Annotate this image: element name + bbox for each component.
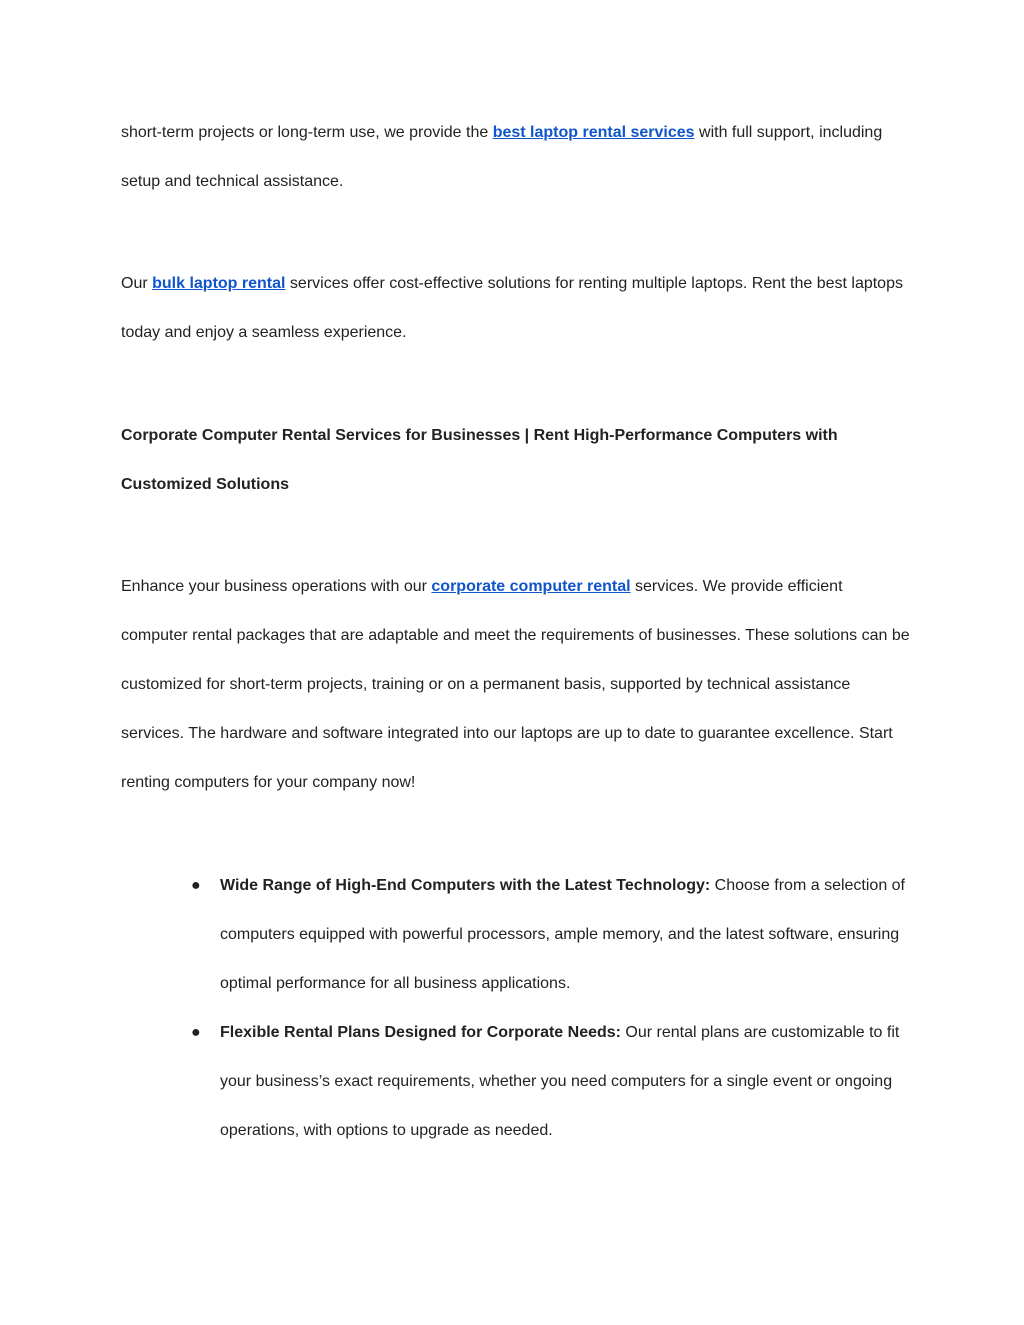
- bullet-icon: ●: [191, 877, 201, 894]
- paragraph-text: services offer cost-effective solutions for renting multiple laptops. Rent the best laptops today and enjoy a seamless experience.: [121, 275, 903, 341]
- paragraph-bulk-rental: [121, 259, 911, 357]
- features-list: [121, 861, 911, 1155]
- list-item-title: Flexible Rental Plans Designed for Corporate Needs:: [220, 1024, 621, 1041]
- list-item-text: Choose from a selection of computers equipped with powerful processors, ample memory, and the latest software, ensuring optimal performance for all business applications.: [220, 877, 905, 992]
- section-heading: Corporate Computer Rental Services for Businesses | Rent High-Performance Computers with Customized Solutions: [121, 427, 838, 493]
- paragraph-corporate-rental: [121, 562, 911, 807]
- corporate-computer-rental-link[interactable]: corporate computer rental: [431, 578, 631, 595]
- bullet-icon: ●: [191, 1024, 201, 1041]
- best-laptop-rental-services-link[interactable]: best laptop rental services: [492, 124, 695, 141]
- paragraph-text: with full support, including setup and technical assistance.: [121, 124, 883, 190]
- bulk-laptop-rental-link[interactable]: bulk laptop rental: [152, 275, 286, 292]
- list-item-text: Our rental plans are customizable to fit your business’s exact requirements, whether you need computers for a single event or ongoing operations, with options to upgrade as needed.: [220, 1024, 900, 1139]
- paragraph-text: short-term projects or long-term use, we provide the: [121, 124, 493, 141]
- paragraph-intro: [121, 108, 911, 206]
- paragraph-text: Enhance your business operations with our: [121, 578, 432, 595]
- list-item: [121, 861, 911, 1008]
- list-item: [121, 1008, 911, 1155]
- paragraph-text: Our: [121, 275, 153, 292]
- list-item-title: Wide Range of High-End Computers with the Latest Technology:: [220, 877, 711, 894]
- paragraph-text: services. We provide efficient computer rental packages that are adaptable and meet the requirements of businesses. These solutions can be customized for short-term projects, training or on a permanent basis, supported by technical assistance services. The hardware and software integrated into our laptops are up to date to guarantee excellence. Start renting computers for your company now!: [121, 578, 910, 791]
